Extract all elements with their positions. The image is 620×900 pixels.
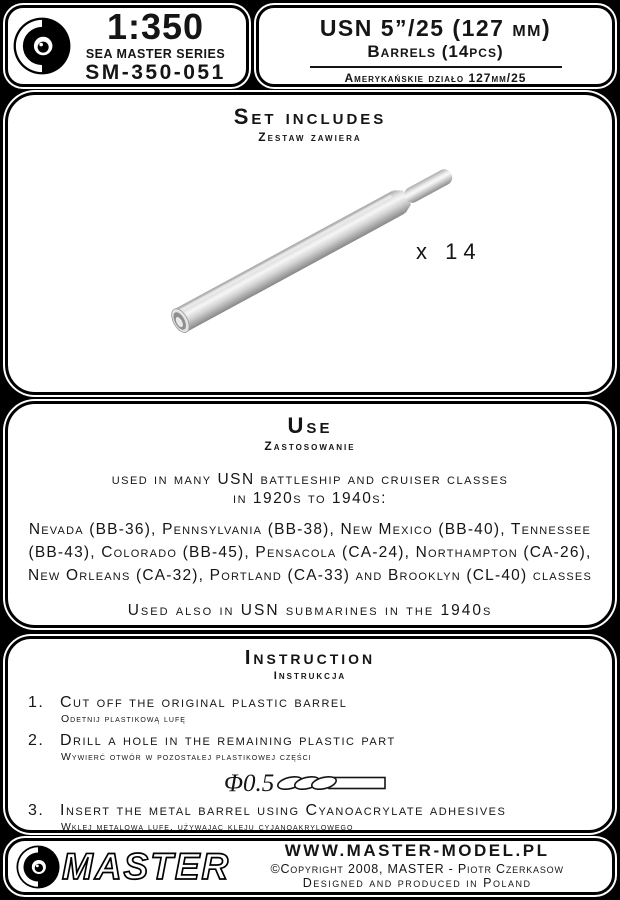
instruction-step-2 [24,732,596,763]
product-title-panel [256,5,615,87]
use-heading-polish: Zastosowanie [264,439,356,453]
instruction-steps [8,694,612,833]
master-logo-icon [16,845,60,889]
barrel-render [8,95,612,392]
brand-text [71,6,240,84]
brand-panel [5,5,249,87]
ship-classes-list: Nevada (BB-36), Pennsylvania (BB-38), New Mexico (BB-40), Tennessee (BB-43), Colorado (BB-45), Pensacola (CA-24), Northampton (CA-26), New Orleans (CA-32), Portland (CA-33) and Brooklyn (CL-40) classes [28,521,592,584]
instruction-panel [5,636,615,833]
set-includes-heading: Set includes [233,104,387,129]
footer-panel [5,838,615,895]
set-includes-panel [5,92,615,395]
footer-info [230,842,604,891]
use-heading: Use [287,413,333,438]
drill-bit-icon [277,772,389,794]
step-3-text [24,802,596,820]
step-3-english: Insert the metal barrel using Cyanoacrylate adhesives [60,802,507,819]
series-label: SEA MASTER SERIES [85,47,226,62]
drill-diameter-label: Φ0.5 [224,769,275,797]
website-url: WWW.MASTER-MODEL.PL [284,840,550,860]
use-intro-line2: in 1920s to 1940s: [233,490,387,507]
step-2-polish: Wywierć otwór w pozostałej plastikowej części [61,751,312,763]
use-note: Used also in USN submarines in the 1940s [127,602,493,619]
product-subtitle: Barrels (14pcs) [367,42,504,61]
product-subtitle-polish: Amerykańskie działo 127mm/25 [344,71,527,85]
instruction-step-3 [24,802,596,833]
instruction-heading: Instruction [244,647,376,669]
step-1-text [24,694,596,712]
step-2-text [24,732,596,750]
step-2-number: 2. [28,732,45,749]
instruction-step-1 [24,694,596,725]
use-intro [8,470,612,508]
product-code: SM-350-051 [85,60,226,84]
instruction-heading-polish: Instrukcja [273,670,347,682]
quantity-label: x 14 [416,239,482,264]
copyright-line: ©Copyright 2008, MASTER - Piotr Czerkasow [270,861,564,876]
scale-label: 1:350 [106,6,205,48]
step-3-polish: Wklej metalową lufę, używając kleju cyjanoakrylowego [61,821,354,833]
product-title: USN 5”/25 (127 mm) [319,15,552,41]
drill-diagram [224,770,596,796]
master-wordmark: MASTER [62,846,231,887]
step-1-polish: Odetnij plastikową lufę [61,713,186,725]
step-1-number: 1. [28,694,45,711]
set-includes-heading-polish: Zestaw zawiera [258,130,362,144]
step-1-english: Cut off the original plastic barrel [60,694,348,711]
master-logo-icon [13,17,71,75]
title-divider [310,66,562,68]
use-intro-line1: used in many USN battleship and cruiser classes [111,471,509,488]
use-panel [5,401,615,628]
step-3-number: 3. [28,802,45,819]
step-2-english: Drill a hole in the remaining plastic part [60,732,396,749]
made-in-line: Designed and produced in Poland [302,876,532,891]
